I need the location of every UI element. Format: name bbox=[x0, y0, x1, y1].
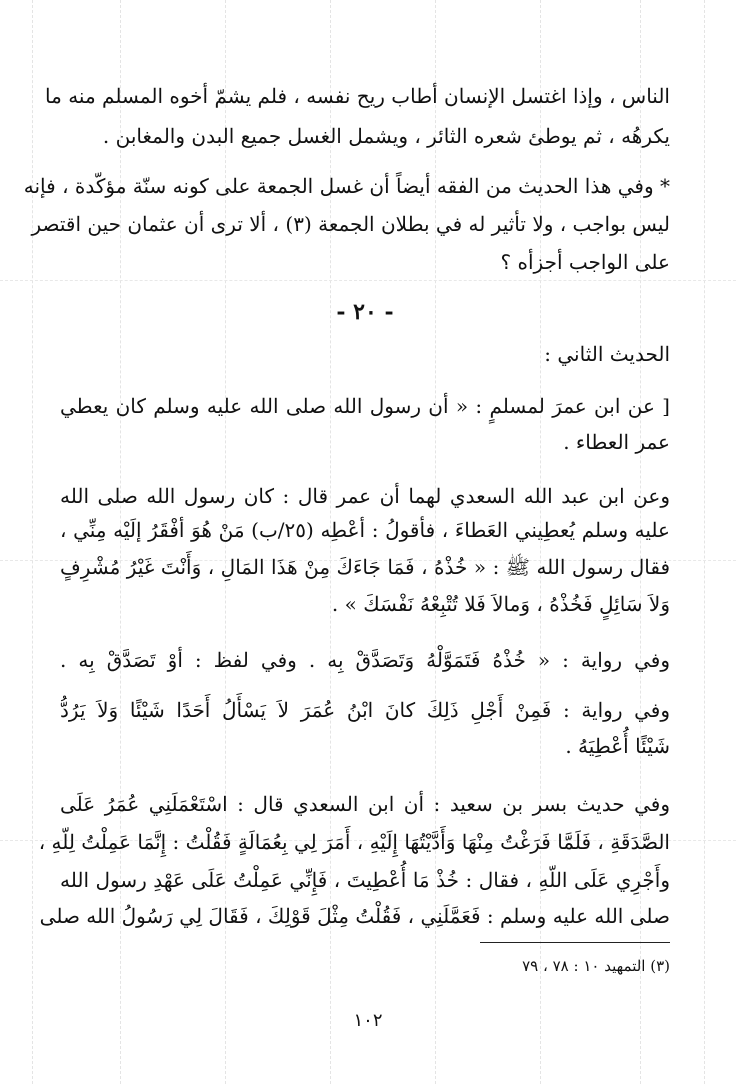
text-line: [ عن ابن عمرَ لمسلمٍ : « أن رسول الله صلى الله عليه وسلم كان يعطي bbox=[60, 394, 670, 418]
grid-line bbox=[32, 0, 33, 1084]
text-line: وَلاَ سَائِلٍ فَخُذْهُ ، وَمالاَ فَلا تُتْبِعْهُ نَفْسَكَ » . bbox=[331, 592, 670, 616]
text-line: على الواجب أجزأه ؟ bbox=[500, 250, 670, 274]
text-line: شَيْئًا أُعْطِيَهُ . bbox=[565, 734, 670, 758]
text-line: الصَّدَقَةِ ، فَلَمَّا فَرَغْتُ مِنْهَا وَأَدَّيْتُهَا إِلَيْهِ ، أَمَرَ لِي بِعُمَالَةٍ فَقُلْتُ : إِنَّمَا عَمِلْتُ لِلّهِ ، bbox=[38, 830, 670, 854]
section-heading: الحديث الثاني : bbox=[544, 342, 670, 366]
text-line: وعن ابن عبد الله السعدي لهما أن عمر قال : كان رسول الله صلى الله bbox=[60, 484, 670, 508]
text-line: فقال رسول الله ﷺ : « خُذْهُ ، فَمَا جَاءَكَ مِنْ هَذَا المَالِ ، وَأَنْتَ غَيْرُ مُشْرِفٍ bbox=[60, 555, 670, 579]
footnote-divider bbox=[480, 942, 670, 943]
grid-line bbox=[704, 0, 705, 1084]
text-line: * وفي هذا الحديث من الفقه أيضاً أن غسل الجمعة على كونه سنّة مؤكّدة ، فإنه bbox=[23, 174, 670, 198]
text-line: وفي رواية : « خُذْهُ فَتَمَوَّلْهُ وَتَصَدَّقْ بِه . وفي لفظ : أوْ تَصَدَّقْ بِه . bbox=[60, 648, 670, 672]
text-line: الناس ، وإذا اغتسل الإنسان أطاب ريح نفسه ، فلم يشمّ أخوه المسلم منه ما bbox=[45, 84, 670, 108]
text-line: صلى الله عليه وسلم : فَعَمَّلَنِي ، فَقُلْتُ مِثْلَ قَوْلِكَ ، فَقَالَ لِي رَسُولُ الله صلى bbox=[39, 904, 670, 928]
text-line: وفي رواية : فَمِنْ أَجْلِ ذَلِكَ كانَ ابْنُ عُمَرَ لاَ يَسْأَلُ أَحَدًا شَيْئًا وَلاَ يَرُدُّ bbox=[60, 698, 670, 722]
book-page bbox=[23, 0, 670, 1084]
text-line: عليه وسلم يُعطِيني العَطاءَ ، فأقولُ : أعْطِه (٢٥/ب) مَنْ هُوَ أفْقَرُ إلَيْه مِنِّي ، bbox=[60, 518, 670, 542]
text-line: وفي حديث بسر بن سعيد : أن ابن السعدي قال : اسْتَعْمَلَنِي عُمَرُ عَلَى bbox=[60, 792, 670, 816]
text-line: ليس بواجب ، ولا تأثير له في بطلان الجمعة (٣) ، ألا ترى أن عثمان حين اقتصر bbox=[31, 212, 670, 236]
page-number: ١٠٢ bbox=[353, 1010, 383, 1031]
section-number: - ٢٠ - bbox=[336, 299, 394, 325]
text-line: يكرهُه ، ثم يوطئ شعره الثائر ، ويشمل الغسل جميع البدن والمغابن . bbox=[102, 124, 670, 148]
text-line: عمر العطاء . bbox=[563, 430, 670, 454]
text-line: وأَجْرِي عَلَى اللّهِ ، فقال : خُذْ مَا أُعْطِيتَ ، فَإِنِّي عَمِلْتُ عَلَى عَهْدِ رسول الله bbox=[60, 868, 670, 892]
footnote: (٣) التمهيد ١٠ : ٧٨ ، ٧٩ bbox=[522, 957, 670, 975]
